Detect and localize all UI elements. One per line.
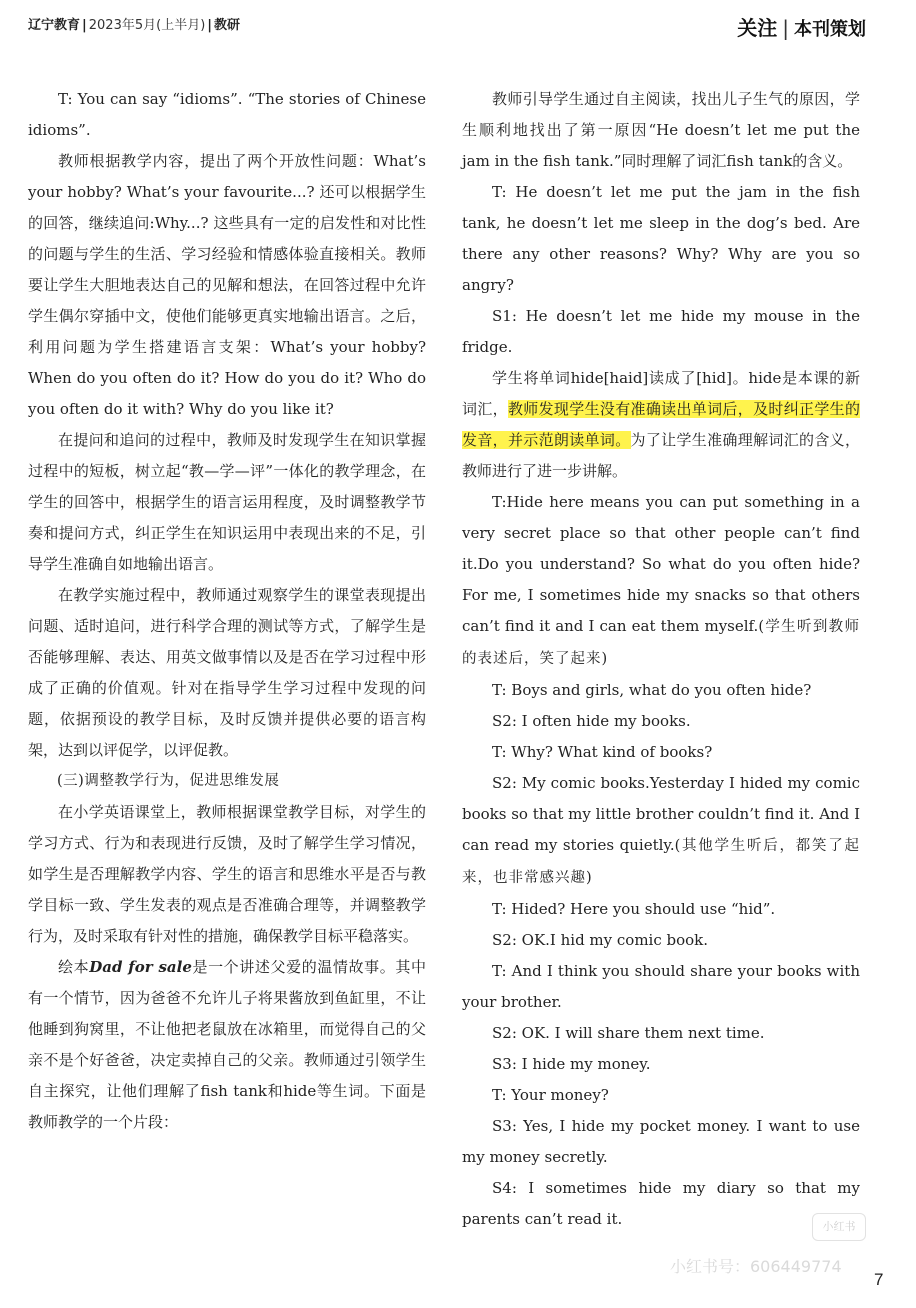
dialogue-line: T: Your money? xyxy=(492,1086,609,1104)
dialogue-text: T:Hide here means you can put something in a very secret place so that other people can’t find it.Do you understand? So what do you often hide? For me, I sometimes hide my snacks so that others can’t find it and I can eat them myself. xyxy=(462,493,860,635)
paragraph: 在教学实施过程中，教师通过观察学生的课堂表现提出问题、适时追问，进行科学合理的测试等方式，了解学生是否能够理解、表达、用英文做事情以及是否在学习过程中形成了正确的价值观。针对在指导学生学习过程中发现的问题，依据预设的教学目标，及时反馈并提供必要的语言构架，达到以评促学，以评促教。 xyxy=(28,586,426,759)
dialogue-line: S3: I hide my money. xyxy=(492,1055,651,1073)
paragraph: 在提问和追问的过程中，教师及时发现学生在知识掌握过程中的短板，树立起“教—学—评”一体化的教学理念，在学生的回答中，根据学生的语言运用程度，及时调整教学节奏和提问方式，纠正学生在知识运用中表现出来的不足，引导学生准确自如地输出语言。 xyxy=(28,431,426,573)
paragraph: 教师根据教学内容，提出了两个开放性问题：What’s your hobby? What’s your favourite...? 还可以根据学生的回答，继续追问:Why...? 这些具有一定的启发性和对比性的问题与学生的生活、学习经验和情感体验直接相关。教师要让学生大胆地表达自己的见解和想法，在回答过程中允许学生偶尔穿插中文，使他们能够更真实地输出语言。之后，利用问题为学生搭建语言支架：What’s your hobby? When do you often do it? How do you do it? Who do you often do it with? Why do you like it? xyxy=(28,152,426,418)
dialogue-line xyxy=(462,768,860,894)
paragraph: 在小学英语课堂上，教师根据课堂教学目标，对学生的学习方式、行为和表现进行反馈，及时了解学生学习情况，如学生是否理解教学内容、学生的语言和思维水平是否与教学目标一致、学生发表的观点是否准确合理等，并调整教学行为，及时采取有针对性的措施，确保教学目标平稳落实。 xyxy=(28,803,426,945)
paragraph-text: 绘本 xyxy=(58,958,90,976)
paragraph: T: You can say “idioms”. “The stories of Chinese idioms”. xyxy=(28,90,426,139)
dialogue-line xyxy=(462,487,860,675)
dialogue-line: T: Why? What kind of books? xyxy=(492,743,713,761)
dialogue-line: S2: OK.I hid my comic book. xyxy=(492,931,709,949)
dialogue-line: T: And I think you should share your books with your brother. xyxy=(462,962,860,1011)
watermark-text: 小红书号：606449774 xyxy=(670,1257,842,1276)
paragraph xyxy=(462,363,860,487)
dialogue-text: S2: My comic books.Yesterday I hided my comic books so that my little brother couldn’t find it. And I can read my stories quietly. xyxy=(462,774,860,854)
header-separator: | xyxy=(82,18,87,33)
paragraph xyxy=(28,952,426,1138)
column-header xyxy=(737,12,866,41)
issue-date: 2023年5月(上半月) xyxy=(88,18,206,33)
section-name: 教研 xyxy=(214,18,241,33)
header-separator: | xyxy=(207,18,213,33)
dialogue-line: T: He doesn’t let me put the jam in the fish tank, he doesn’t let me sleep in the dog’s bed. Are there any other reasons? Why? Why are you so angry? xyxy=(462,183,860,294)
journal-header xyxy=(28,14,240,33)
header-separator: | xyxy=(782,16,789,40)
dialogue-line: S2: I often hide my books. xyxy=(492,712,691,730)
paragraph-text: 是一个讲述父爱的温情故事。其中有一个情节，因为爸爸不允许儿子将果酱放到鱼缸里，不让他睡到狗窝里，不让他把老鼠放在冰箱里，而觉得自己的父亲不是个好爸爸，决定卖掉自己的父亲。教师通过引领学生自主探究，让他们理解了fish tank和hide等生词。下面是教师教学的一个片段： xyxy=(28,958,426,1131)
dialogue-line: S1: He doesn’t let me hide my mouse in the fridge. xyxy=(462,307,860,356)
section-heading: (三)调整教学行为，促进思维发展 xyxy=(57,773,280,789)
page-number: 7 xyxy=(874,1270,884,1289)
column-subtitle: 本刊策划 xyxy=(794,19,866,40)
left-column xyxy=(28,84,426,1138)
watermark-logo: 小红书 xyxy=(812,1213,866,1241)
dialogue-line: T: Boys and girls, what do you often hide? xyxy=(492,681,812,699)
dialogue-line: S2: OK. I will share them next time. xyxy=(492,1024,765,1042)
stage-note: (其他学生听后，都笑了起来，也非常感兴趣) xyxy=(462,838,860,886)
paragraph-text: 学生将单词hide[haid]读成了[hid]。hide是本课的新词汇， xyxy=(462,369,860,418)
dialogue-line: S4: I sometimes hide my diary so that my parents can’t read it. xyxy=(462,1179,860,1228)
highlighted-text: 教师发现学生没有准确读出单词后，及时纠正学生的发音，并示范朗读单词。 xyxy=(462,400,860,449)
paragraph: 教师引导学生通过自主阅读，找出儿子生气的原因，学生顺利地找出了第一原因“He doesn’t let me put the jam in the fish tank.”同时理解了词汇fish tank的含义。 xyxy=(462,90,860,170)
book-title: Dad for sale xyxy=(89,958,192,976)
dialogue-line: T: Hided? Here you should use “hid”. xyxy=(492,900,776,918)
column-title: 关注 xyxy=(737,16,778,40)
journal-name: 辽宁教育 xyxy=(28,18,81,33)
dialogue-line: S3: Yes, I hide my pocket money. I want to use my money secretly. xyxy=(462,1117,860,1166)
stage-note: (学生听到教师的表述后，笑了起来) xyxy=(462,619,860,667)
right-column xyxy=(462,84,860,1235)
paragraph-text: 为了让学生准确理解词汇的含义，教师进行了进一步讲解。 xyxy=(462,431,860,480)
